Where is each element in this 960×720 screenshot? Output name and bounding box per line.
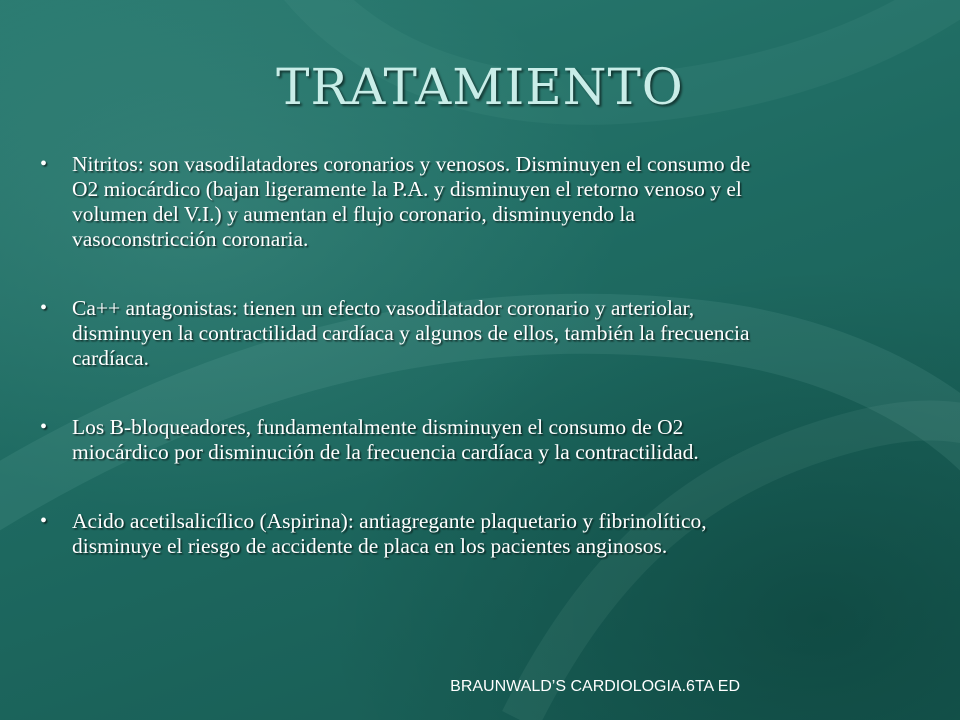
bullet-text: Los B-bloqueadores, fundamentalmente disminuyen el consumo de O2 miocárdico por disminución de la frecuencia cardíaca y la contractilidad.	[72, 415, 699, 464]
bullet-item-ca-antagonistas	[40, 296, 780, 371]
bullet-marker: •	[40, 153, 48, 175]
bullet-text: Nitritos: son vasodilatadores coronarios y venosos. Disminuyen el consumo de O2 miocárdico (bajan ligeramente la P.A. y disminuyen el retorno venoso y el volumen del V.I.) y aumentan el flujo coronario, disminuyendo la vasoconstricción coronaria.	[72, 152, 751, 251]
bullet-item-aspirina	[40, 509, 780, 559]
slide-title: TRATAMIENTO	[276, 58, 684, 116]
bullet-text: Acido acetilsalicílico (Aspirina): antiagregante plaquetario y fibrinolítico, disminuye el riesgo de accidente de placa en los pacientes anginosos.	[72, 509, 707, 558]
bullet-item-nitritos	[40, 152, 780, 252]
bullet-item-b-bloqueadores	[40, 415, 780, 465]
bullet-list	[40, 152, 780, 603]
bullet-text: Ca++ antagonistas: tienen un efecto vasodilatador coronario y arteriolar, disminuyen la contractilidad cardíaca y algunos de ellos, también la frecuencia cardíaca.	[72, 296, 750, 370]
bullet-marker: •	[40, 510, 48, 532]
bullet-marker: •	[40, 416, 48, 438]
footer-source-citation: BRAUNWALD’S CARDIOLOGIA.6TA ED	[450, 678, 740, 695]
bullet-marker: •	[40, 297, 48, 319]
